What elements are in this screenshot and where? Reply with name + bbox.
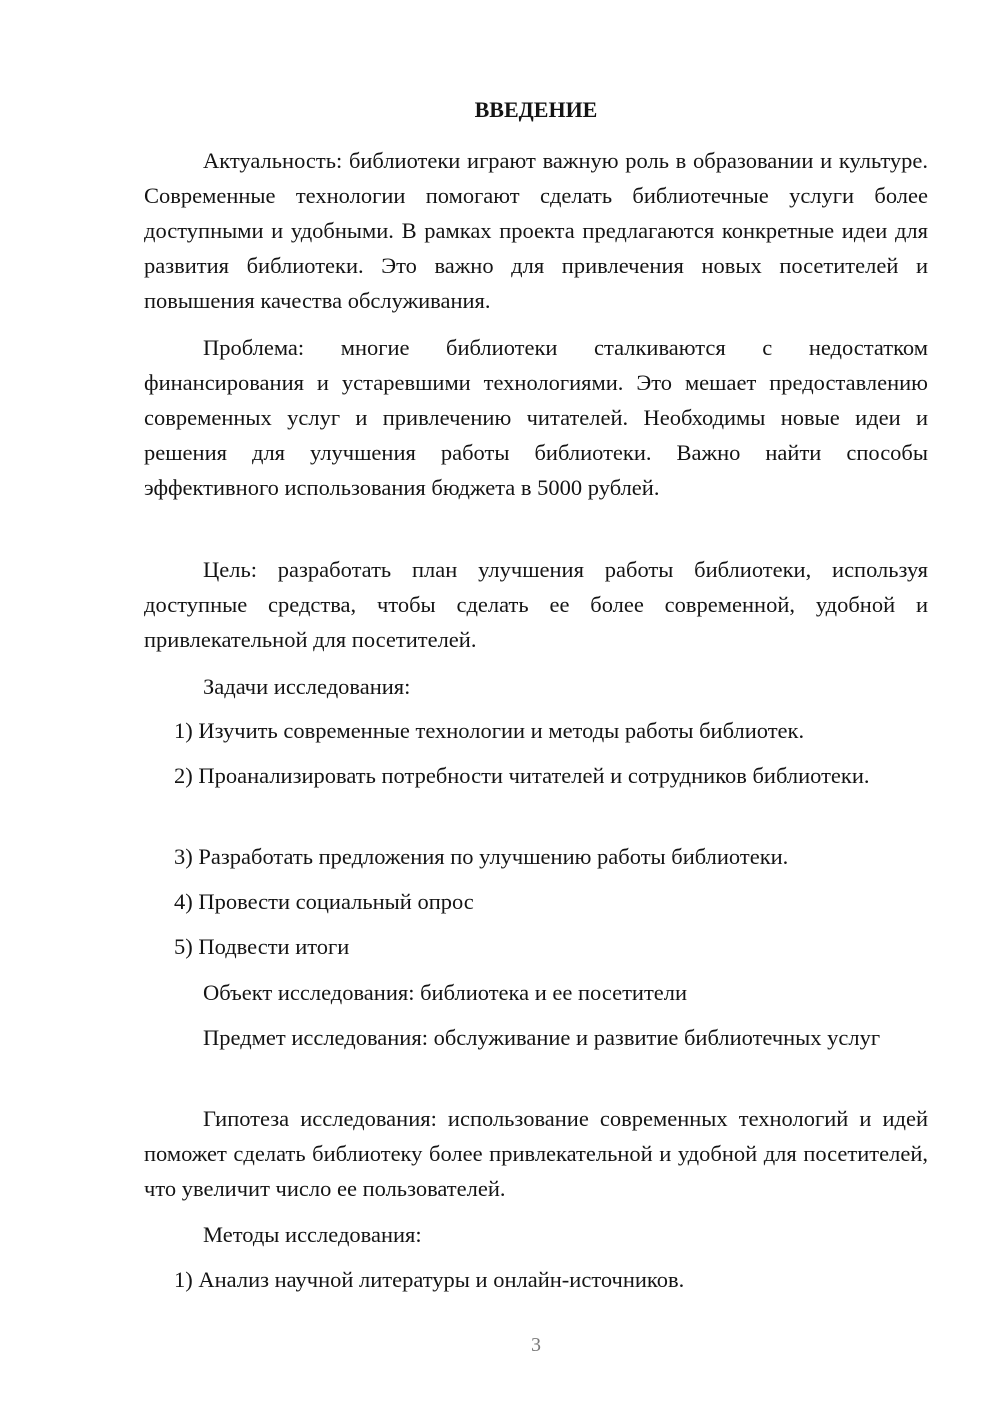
research-hypothesis: Гипотеза исследования: использование современных технологий и идей поможет сделать библиотеку более привлекательной и удобной для посетителей, что увеличит число ее пользователей.	[144, 1106, 928, 1201]
method-item: 1) Анализ научной литературы и онлайн-источников.	[174, 1267, 685, 1292]
page-title: ВВЕДЕНИЕ	[474, 97, 598, 122]
methods-heading: Методы исследования:	[203, 1222, 422, 1247]
problem-paragraph: Проблема: многие библиотеки сталкиваются с недостатком финансирования и устаревшими технологиями. Это мешает предоставлению современных услуг и привлечению читателей. Необходимы новые идеи и решения для улучшения работы библиотеки. Важно найти способы эффективного использования бюджета в 5000 рублей.	[144, 335, 928, 500]
task-item: 5) Подвести итоги	[174, 934, 350, 959]
goal-paragraph: Цель: разработать план улучшения работы библиотеки, используя доступные средства, чтобы сделать ее более современной, удобной и привлекательной для посетителей.	[144, 557, 928, 652]
research-object: Объект исследования: библиотека и ее посетители	[203, 980, 688, 1005]
task-item: 3) Разработать предложения по улучшению работы библиотеки.	[174, 844, 789, 869]
task-item: 4) Провести социальный опрос	[174, 889, 474, 914]
task-item: 2) Проанализировать потребности читателей и сотрудников библиотеки.	[174, 763, 870, 788]
page-number: 3	[531, 1334, 541, 1356]
research-subject: Предмет исследования: обслуживание и развитие библиотечных услуг	[203, 1025, 881, 1050]
tasks-heading: Задачи исследования:	[203, 674, 411, 699]
task-item: 1) Изучить современные технологии и методы работы библиотек.	[174, 718, 805, 743]
relevance-paragraph: Актуальность: библиотеки играют важную роль в образовании и культуре. Современные технологии помогают сделать библиотечные услуги более доступными и удобными. В рамках проекта предлагаются конкретные идеи для развития библиотеки. Это важно для привлечения новых посетителей и повышения качества обслуживания.	[144, 148, 928, 313]
